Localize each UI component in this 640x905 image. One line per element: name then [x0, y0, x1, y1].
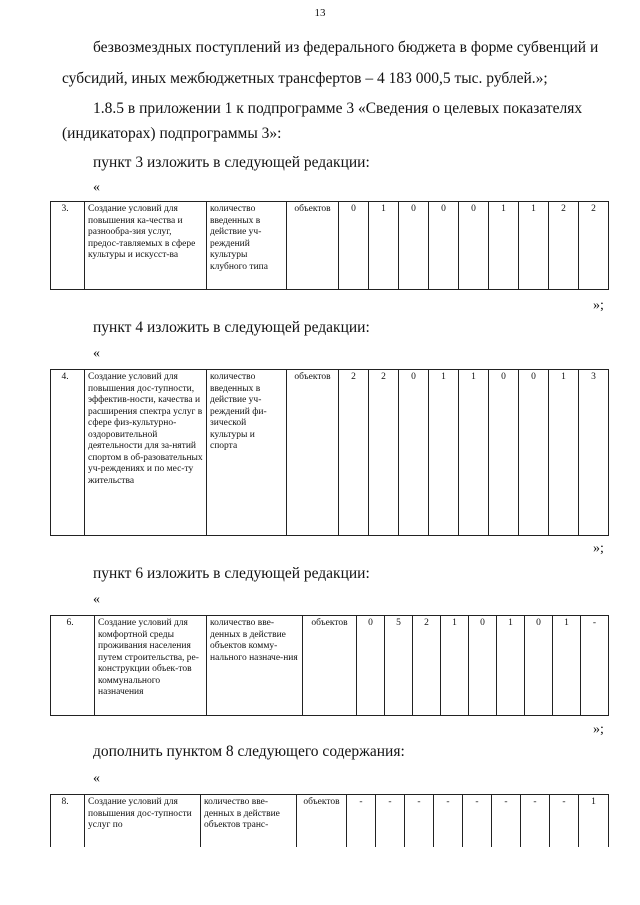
page-number: 13 [314, 7, 326, 19]
unit-cell: объектов [287, 202, 339, 290]
open-quote: « [93, 771, 100, 786]
section-heading-4: пункт 4 изложить в следующей редакции: [93, 319, 370, 336]
indicator-cell: количество введенных в действие уч-реждений культуры клубного типа [207, 202, 287, 290]
section-heading-3: пункт 3 изложить в следующей редакции: [93, 154, 370, 171]
value-cell: 0 [469, 616, 497, 716]
value-cell: 2 [413, 616, 441, 716]
row-number: 8. [51, 795, 85, 847]
value-cell: 1 [497, 616, 525, 716]
goal-cell: Создание условий для комфортной среды проживания населения путем строительства, ре-конструкции объек-тов коммунального назначения [95, 616, 207, 716]
indicator-table-8 [50, 794, 609, 847]
value-cell: 0 [399, 202, 429, 290]
intro-line-2: субсидий, иных межбюджетных трансфертов – 4 183 000,5 тыс. рублей.»; [62, 70, 548, 87]
value-cell: 1 [579, 795, 609, 847]
value-cell: 0 [399, 370, 429, 536]
value-cell: 0 [489, 370, 519, 536]
indicator-table-6 [50, 615, 609, 716]
value-cell: 1 [489, 202, 519, 290]
value-cell: 0 [525, 616, 553, 716]
value-cell: - [581, 616, 609, 716]
row-number: 4. [51, 370, 85, 536]
value-cell: 1 [549, 370, 579, 536]
section-heading-8: дополнить пунктом 8 следующего содержания: [93, 743, 405, 760]
indicator-table-3 [50, 201, 609, 290]
value-cell: - [463, 795, 492, 847]
goal-cell: Создание условий для повышения дос-тупности услуг по [85, 795, 201, 847]
value-cell: - [434, 795, 463, 847]
value-cell: 1 [459, 370, 489, 536]
value-cell: - [550, 795, 579, 847]
indicator-table-4 [50, 369, 609, 536]
open-quote: « [93, 346, 100, 361]
table-row [51, 202, 609, 290]
close-mark: »; [593, 298, 604, 313]
value-cell: 1 [519, 202, 549, 290]
section-heading-6: пункт 6 изложить в следующей редакции: [93, 565, 370, 582]
indicator-cell: количество вве-денных в действие объектов транс- [201, 795, 297, 847]
value-cell: 0 [357, 616, 385, 716]
indicator-cell: количество введенных в действие уч-реждений фи-зической культуры и спорта [207, 370, 287, 536]
table-row [51, 370, 609, 536]
value-cell: 1 [369, 202, 399, 290]
unit-cell: объектов [297, 795, 347, 847]
value-cell: 0 [519, 370, 549, 536]
value-cell: 2 [339, 370, 369, 536]
intro-line-4: (индикаторах) подпрограммы 3»: [62, 125, 282, 142]
value-cell: - [521, 795, 550, 847]
open-quote: « [93, 180, 100, 195]
value-cell: 0 [339, 202, 369, 290]
value-cell: 0 [429, 202, 459, 290]
value-cell: - [405, 795, 434, 847]
value-cell: 1 [553, 616, 581, 716]
row-number: 6. [51, 616, 95, 716]
indicator-cell: количество вве-денных в действие объектов комму-нального назначе-ния [207, 616, 303, 716]
value-cell: - [376, 795, 405, 847]
row-number: 3. [51, 202, 85, 290]
intro-line-3: 1.8.5 в приложении 1 к подпрограмме 3 «Сведения о целевых показателях [93, 100, 583, 117]
value-cell: - [492, 795, 521, 847]
goal-cell: Создание условий для повышения ка-чества и разнообра-зия услуг, предос-тавляемых в сфере культуры и искусст-ва [85, 202, 207, 290]
value-cell: 5 [385, 616, 413, 716]
open-quote: « [93, 592, 100, 607]
unit-cell: объектов [303, 616, 357, 716]
value-cell: 0 [459, 202, 489, 290]
value-cell: 3 [579, 370, 609, 536]
value-cell: 2 [369, 370, 399, 536]
value-cell: 2 [549, 202, 579, 290]
goal-cell: Создание условий для повышения дос-тупности, эффектив-ности, качества и расширения спектра услуг в сфере физ-культурно-оздоровительной деятельности для за-нятий спортом в об-разовательных уч-реждениях и по мес-ту жительства [85, 370, 207, 536]
close-mark: »; [593, 722, 604, 737]
close-mark: »; [593, 541, 604, 556]
value-cell: 1 [441, 616, 469, 716]
value-cell: 2 [579, 202, 609, 290]
table-row [51, 616, 609, 716]
intro-line-1: безвозмездных поступлений из федерального бюджета в форме субвенций и [93, 39, 599, 56]
table-row [51, 795, 609, 847]
value-cell: - [347, 795, 376, 847]
value-cell: 1 [429, 370, 459, 536]
unit-cell: объектов [287, 370, 339, 536]
